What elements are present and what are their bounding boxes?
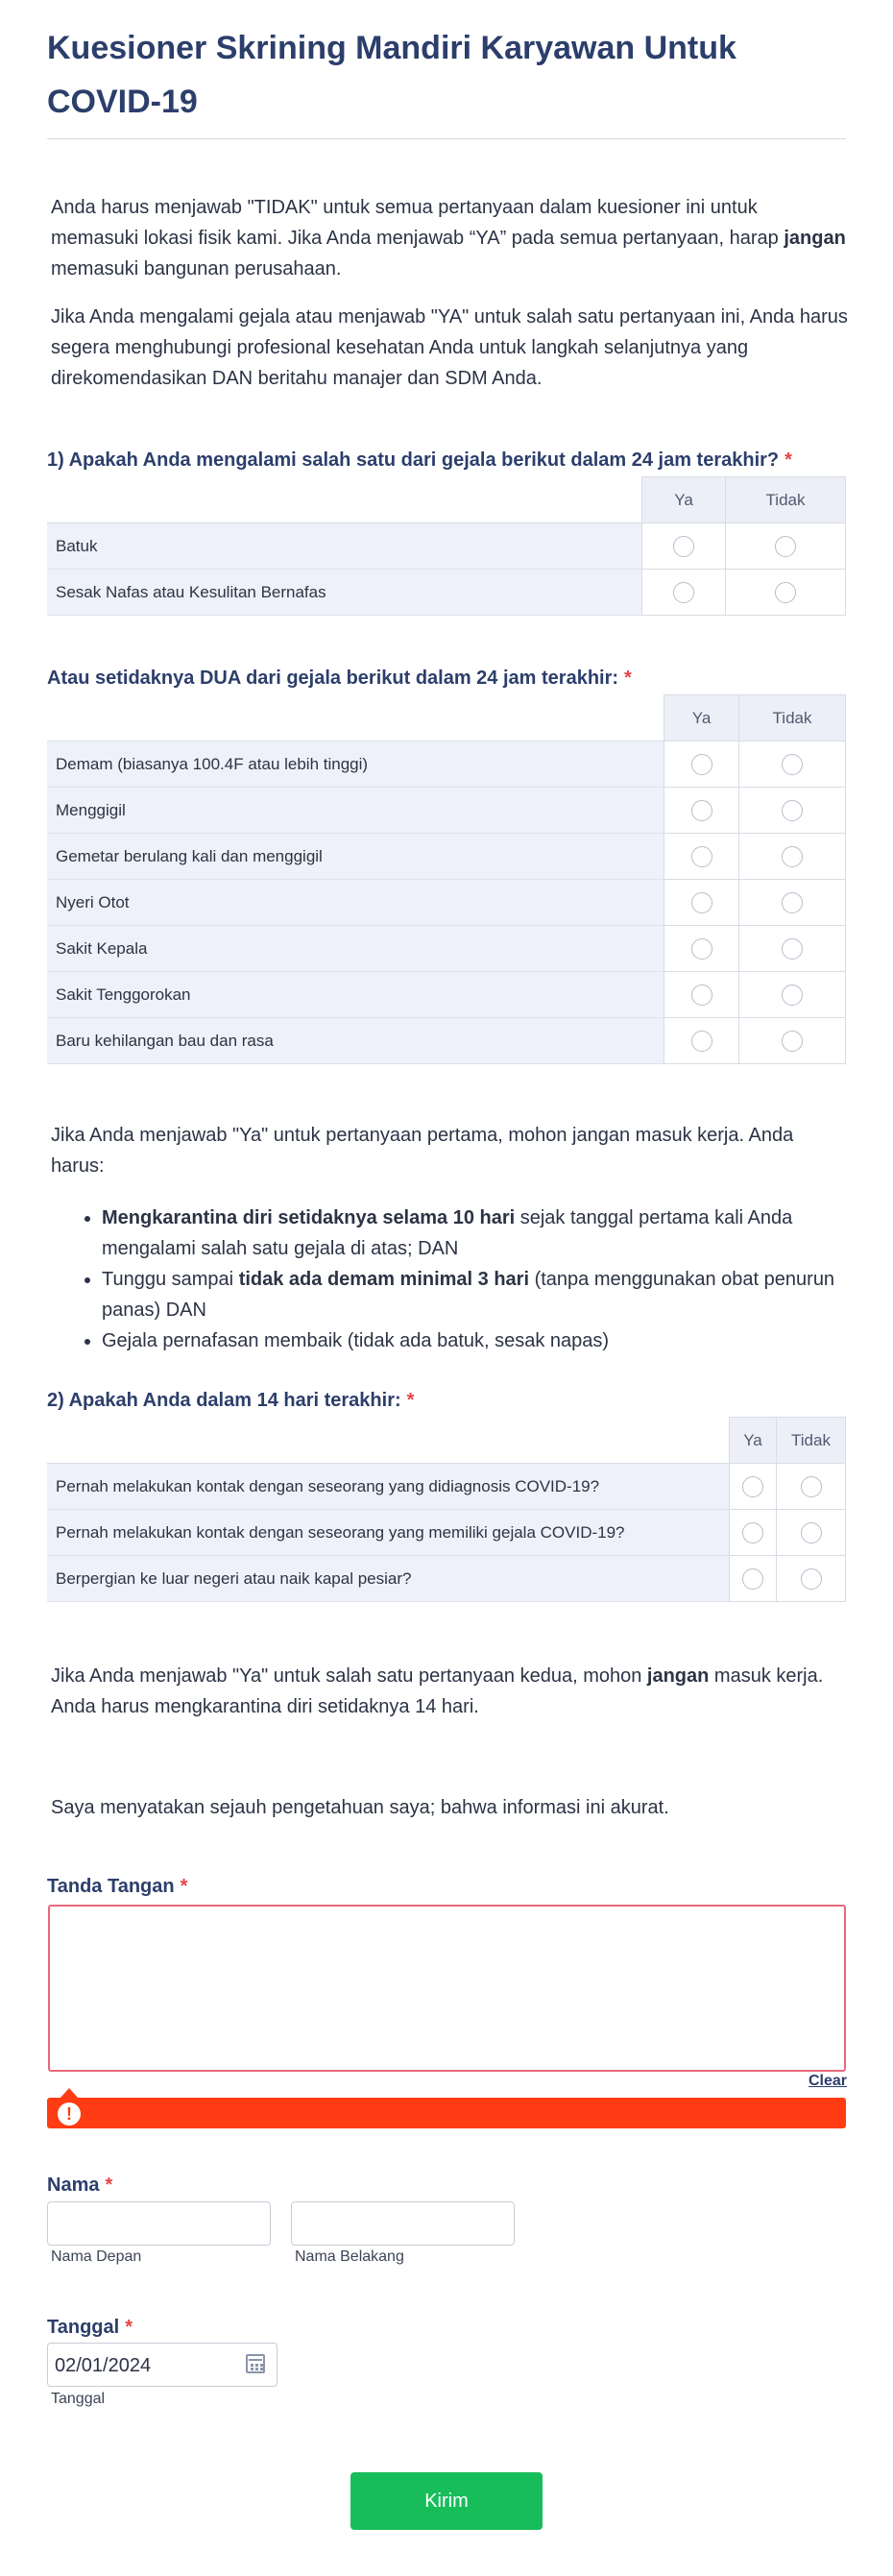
row-label: Baru kehilangan bau dan rasa xyxy=(47,1018,664,1064)
question-1-label xyxy=(47,447,792,474)
required-asterisk: * xyxy=(624,668,632,689)
question-2-text: 2) Apakah Anda dalam 14 hari terakhir: xyxy=(47,1390,401,1411)
radio-ya[interactable] xyxy=(691,984,712,1006)
radio-tidak[interactable] xyxy=(782,984,803,1006)
radio-tidak[interactable] xyxy=(782,892,803,913)
list-item-text: sejak tanggal pertama kali Anda mengalami salah satu gejala di atas; DAN xyxy=(102,1207,793,1259)
matrix-row xyxy=(47,1464,846,1510)
list-item xyxy=(102,1203,851,1264)
matrix-row xyxy=(47,788,846,834)
radio-ya[interactable] xyxy=(673,582,694,603)
signature-label-text: Tanda Tangan xyxy=(47,1876,175,1897)
required-asterisk: * xyxy=(125,2317,133,2338)
intro-text-1b: memasuki bangunan perusahaan. xyxy=(51,258,342,279)
radio-tidak[interactable] xyxy=(782,938,803,960)
intro-paragraph-2: Jika Anda mengalami gejala atau menjawab "YA" untuk salah satu pertanyaan ini, Anda harus segera menghubungi profesional kesehatan Anda untuk langkah selanjutnya yang direkomendasikan DAN beritahu manajer dan SDM Anda. xyxy=(51,306,848,389)
signature-label xyxy=(47,1873,187,1900)
first-name-sublabel: Nama Depan xyxy=(51,2248,142,2265)
column-header-tidak: Tidak xyxy=(739,695,846,741)
guidance-2-paragraph xyxy=(51,1661,848,1722)
radio-ya[interactable] xyxy=(691,1031,712,1052)
intro-paragraph-1 xyxy=(51,192,848,284)
alert-icon: ! xyxy=(58,2102,81,2126)
declaration-text: Saya menyatakan sejauh pengetahuan saya; bahwa informasi ini akurat. xyxy=(51,1797,669,1818)
matrix-row xyxy=(47,741,846,788)
matrix-row xyxy=(47,1510,846,1556)
matrix-corner xyxy=(47,695,664,741)
question-1-text: 1) Apakah Anda mengalami salah satu dari gejala berikut dalam 24 jam terakhir? xyxy=(47,450,780,471)
radio-tidak[interactable] xyxy=(801,1568,822,1590)
radio-ya[interactable] xyxy=(691,846,712,867)
signature-pad[interactable] xyxy=(48,1905,846,2072)
list-item-bold: tidak ada demam minimal 3 hari xyxy=(238,1269,530,1290)
required-asterisk: * xyxy=(784,450,792,471)
intro-text-1-bold: jangan xyxy=(784,228,846,249)
matrix-row xyxy=(47,834,846,880)
date-label-text: Tanggal xyxy=(47,2317,120,2338)
calendar-icon[interactable] xyxy=(246,2354,265,2373)
date-label xyxy=(47,2314,133,2341)
row-label: Gemetar berulang kali dan menggigil xyxy=(47,834,664,880)
row-label: Batuk xyxy=(47,523,642,570)
row-label: Sakit Tenggorokan xyxy=(47,972,664,1018)
error-message-bar xyxy=(47,2098,846,2128)
guidance-2-text-a: Jika Anda menjawab "Ya" untuk salah satu pertanyaan kedua, mohon xyxy=(51,1665,647,1687)
title-divider xyxy=(47,138,846,139)
radio-tidak[interactable] xyxy=(782,846,803,867)
row-label: Sakit Kepala xyxy=(47,926,664,972)
date-value: 02/01/2024 xyxy=(55,2355,152,2376)
list-item-text: (tanpa menggunakan obat penurun panas) DAN xyxy=(102,1269,835,1321)
radio-ya[interactable] xyxy=(673,536,694,557)
column-header-ya: Ya xyxy=(642,477,726,523)
form-title: Kuesioner Skrining Mandiri Karyawan Untuk COVID-19 xyxy=(47,30,736,120)
matrix-row xyxy=(47,972,846,1018)
matrix-row xyxy=(47,880,846,926)
last-name-input[interactable] xyxy=(291,2201,515,2246)
radio-ya[interactable] xyxy=(691,754,712,775)
required-asterisk: * xyxy=(180,1876,188,1897)
radio-ya[interactable] xyxy=(742,1522,763,1543)
radio-tidak[interactable] xyxy=(782,1031,803,1052)
question-1b-label xyxy=(47,665,632,692)
list-item-bold: Mengkarantina diri setidaknya selama 10 hari xyxy=(102,1207,516,1228)
radio-ya[interactable] xyxy=(742,1568,763,1590)
question-2-label xyxy=(47,1387,414,1414)
name-label xyxy=(47,2172,112,2199)
row-label: Pernah melakukan kontak dengan seseorang yang memiliki gejala COVID-19? xyxy=(47,1510,730,1556)
question-2-matrix xyxy=(47,1417,846,1602)
row-label: Sesak Nafas atau Kesulitan Bernafas xyxy=(47,570,642,616)
column-header-tidak: Tidak xyxy=(777,1418,846,1464)
radio-ya[interactable] xyxy=(691,800,712,821)
question-1b-text: Atau setidaknya DUA dari gejala berikut dalam 24 jam terakhir: xyxy=(47,668,619,689)
required-asterisk: * xyxy=(105,2175,113,2196)
intro-text-1a: Anda harus menjawab "TIDAK" untuk semua pertanyaan dalam kuesioner ini untuk memasuki lokasi fisik kami. Jika Anda menjawab “YA” pada semua pertanyaan, harap xyxy=(51,197,784,249)
radio-ya[interactable] xyxy=(691,892,712,913)
radio-tidak[interactable] xyxy=(782,754,803,775)
question-1-matrix xyxy=(47,476,846,616)
row-label: Menggigil xyxy=(47,788,664,834)
radio-tidak[interactable] xyxy=(782,800,803,821)
matrix-row xyxy=(47,1018,846,1064)
clear-signature-link[interactable]: Clear xyxy=(809,2073,848,2089)
column-header-ya: Ya xyxy=(730,1418,777,1464)
first-name-input[interactable] xyxy=(47,2201,271,2246)
date-sublabel: Tanggal xyxy=(51,2391,106,2407)
guidance-2-text-b: masuk kerja. Anda harus mengkarantina diri setidaknya 14 hari. xyxy=(51,1665,824,1717)
guidance-1-intro: Jika Anda menjawab "Ya" untuk pertanyaan pertama, mohon jangan masuk kerja. Anda harus: xyxy=(51,1125,794,1177)
required-asterisk: * xyxy=(406,1390,415,1411)
row-label: Nyeri Otot xyxy=(47,880,664,926)
list-item: • Gejala pernafasan membaik (tidak ada batuk, sesak napas) xyxy=(102,1325,851,1356)
list-item-text: Tunggu sampai xyxy=(102,1269,239,1290)
radio-tidak[interactable] xyxy=(775,536,796,557)
radio-ya[interactable] xyxy=(691,938,712,960)
row-label: Demam (biasanya 100.4F atau lebih tinggi) xyxy=(47,741,664,788)
submit-button[interactable]: Kirim xyxy=(350,2472,543,2530)
matrix-corner xyxy=(47,1418,730,1464)
matrix-corner xyxy=(47,477,642,523)
column-header-tidak: Tidak xyxy=(726,477,846,523)
radio-tidak[interactable] xyxy=(801,1522,822,1543)
row-label: Pernah melakukan kontak dengan seseorang yang didiagnosis COVID-19? xyxy=(47,1464,730,1510)
column-header-ya: Ya xyxy=(664,695,739,741)
matrix-row xyxy=(47,523,846,570)
question-1b-matrix xyxy=(47,694,846,1064)
row-label: Berpergian ke luar negeri atau naik kapal pesiar? xyxy=(47,1556,730,1602)
list-item xyxy=(102,1264,851,1325)
radio-tidak[interactable] xyxy=(775,582,796,603)
radio-tidak[interactable] xyxy=(801,1476,822,1497)
guidance-1-list xyxy=(102,1203,851,1356)
last-name-sublabel: Nama Belakang xyxy=(295,2248,404,2265)
matrix-row xyxy=(47,1556,846,1602)
radio-ya[interactable] xyxy=(742,1476,763,1497)
name-label-text: Nama xyxy=(47,2175,100,2196)
guidance-2-bold: jangan xyxy=(646,1665,710,1687)
matrix-row xyxy=(47,570,846,616)
matrix-row xyxy=(47,926,846,972)
